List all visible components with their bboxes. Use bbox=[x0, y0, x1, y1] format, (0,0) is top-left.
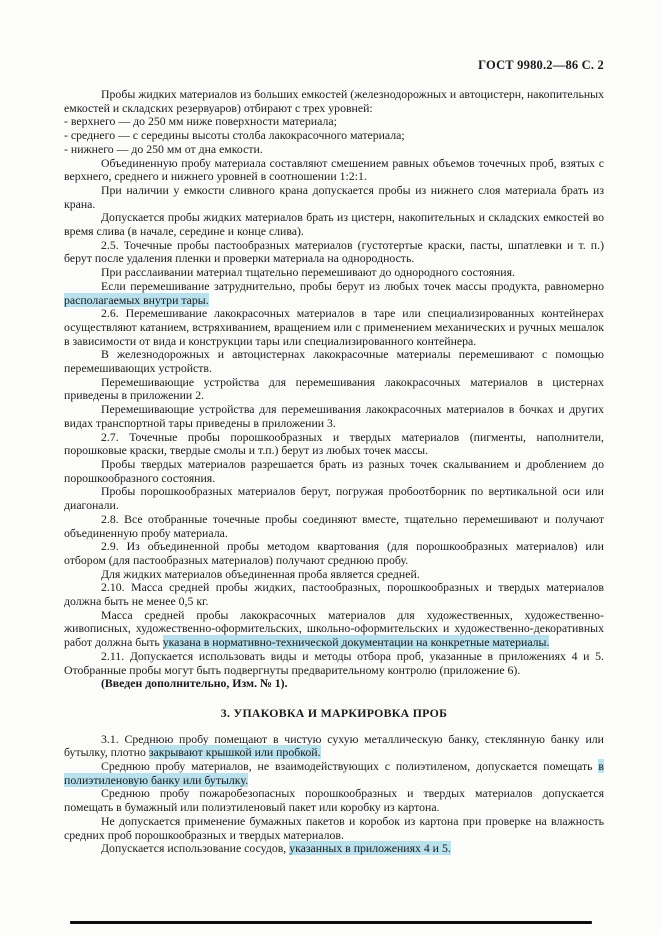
text-run: Допускается использование сосудов, bbox=[101, 841, 290, 856]
text-run: Допускается пробы жидких материалов брать из цистерн, накопительных и складских емкостей во время слива (в начале, середине и конце слива). bbox=[64, 210, 604, 239]
text-run: 2.7. Точечные пробы порошкообразных и твердых материалов (пигменты, наполнители, порошковые краски, твердые смолы и т.п.) берут из любых точек массы. bbox=[64, 429, 604, 458]
paragraph bbox=[64, 184, 604, 211]
text-run: 3. УПАКОВКА И МАРКИРОВКА ПРОБ bbox=[220, 705, 448, 720]
paragraph bbox=[64, 157, 604, 184]
amendment-note bbox=[64, 677, 604, 691]
paragraph bbox=[64, 458, 604, 485]
paragraph bbox=[64, 211, 604, 238]
paragraph bbox=[64, 266, 604, 280]
text-run: Среднюю пробу материалов, не взаимодействующих с полиэтиленом, допускается помещать bbox=[101, 759, 599, 774]
text-run: При наличии у емкости сливного крана допускается пробы из нижнего слоя материала брать из крана. bbox=[64, 182, 604, 211]
text-run: При расслаивании материал тщательно перемешивают до однородного состояния. bbox=[101, 265, 515, 280]
paragraph bbox=[64, 348, 604, 375]
paragraph bbox=[64, 485, 604, 512]
paragraph bbox=[64, 307, 604, 348]
document-body bbox=[64, 88, 604, 856]
highlighted-text: указана в нормативно-технической документации на конкретные материалы. bbox=[162, 635, 550, 650]
text-run: - среднего — с середины высоты столба лакокрасочного материала; bbox=[64, 128, 405, 143]
text-run: 2.5. Точечные пробы пастообразных материалов (густотертые краски, пасты, шпатлевки и т. п.) берут после удаления пленки и проверки материала на однородность. bbox=[64, 237, 604, 266]
paragraph bbox=[64, 650, 604, 677]
paragraph bbox=[64, 403, 604, 430]
list-item bbox=[64, 115, 604, 129]
text-run: Пробы жидких материалов из больших емкостей (железнодорожных и автоцистерн, накопительных емкостей и складских резервуаров) отбирают с трех уровней: bbox=[64, 87, 604, 115]
highlighted-text: закрывают крышкой или пробкой. bbox=[148, 745, 321, 760]
text-run: 2.9. Из объединенной пробы методом квартования (для порошкообразных материалов) или отбором (для пастообразных материалов) получают среднюю пробу. bbox=[64, 539, 604, 567]
text-run: 2.10. Масса средней пробы жидких, пастообразных, порошкообразных и твердых материалов должна быть не менее 0,5 кг. bbox=[64, 580, 604, 609]
text-run: 2.6. Перемешивание лакокрасочных материалов в таре или специализированных контейнерах осуществляют катанием, встряхиванием, вращением или с применением механических и ручных мешалок в зависимости от вида и конструкции тары или специализированного контейнера. bbox=[64, 306, 604, 348]
text-run: 2.11. Допускается использовать виды и методы отбора проб, указанные в приложениях 4 и 5. Отобранные пробы могут быть подвергнуты предварительному контролю (приложение 6). bbox=[64, 648, 604, 677]
text-run: 3.1. Среднюю пробу помещают в чистую сухую металлическую банку, стеклянную банку или бутылку, плотно bbox=[64, 731, 604, 760]
text-run: Если перемешивание затруднительно, пробы берут из любых точек массы продукта, равномерно bbox=[101, 278, 604, 293]
highlighted-text: в полиэтиленовую банку или бутылку. bbox=[64, 759, 604, 787]
paragraph bbox=[64, 239, 604, 266]
paragraph bbox=[64, 609, 604, 650]
text-run: Не допускается применение бумажных пакетов и коробок из картона при проверке на влажность средних проб порошкообразных и твердых материалов. bbox=[64, 813, 604, 842]
paragraph bbox=[64, 513, 604, 540]
scan-artifact-line bbox=[70, 921, 592, 924]
text-run: - верхнего — до 250 мм ниже поверхности материала; bbox=[64, 114, 337, 129]
text-run: Масса средней пробы лакокрасочных материалов для художественных, художественно-живописных, художественно-оформительских, школьно-оформительских и художественно-декоративных работ должна быть bbox=[64, 607, 604, 650]
paragraph bbox=[64, 760, 604, 787]
text-run: Перемешивающие устройства для перемешивания лакокрасочных материалов в цистернах приведены в приложении 2. bbox=[64, 374, 604, 403]
paragraph bbox=[64, 88, 604, 115]
paragraph bbox=[64, 787, 604, 814]
paragraph bbox=[64, 376, 604, 403]
highlighted-text: располагаемых внутри тары. bbox=[64, 292, 209, 307]
text-run: В железнодорожных и автоцистернах лакокрасочные материалы перемешивают с помощью перемешивающих устройств. bbox=[64, 347, 604, 376]
paragraph bbox=[64, 568, 604, 582]
paragraph bbox=[64, 280, 604, 307]
highlighted-text: указанных в приложениях 4 и 5. bbox=[289, 841, 451, 856]
list-item bbox=[64, 129, 604, 143]
text-run: Пробы твердых материалов разрешается брать из разных точек скалыванием и дроблением до порошкообразного состояния. bbox=[64, 456, 604, 485]
paragraph bbox=[64, 733, 604, 760]
paragraph bbox=[64, 540, 604, 567]
text-run: 2.8. Все отобранные точечные пробы соединяют вместе, тщательно перемешивают и получают объединенную пробу материала. bbox=[64, 511, 604, 540]
page-header: ГОСТ 9980.2—86 С. 2 bbox=[478, 58, 604, 72]
text-run: Для жидких материалов объединенная проба является средней. bbox=[101, 566, 420, 581]
paragraph bbox=[64, 842, 604, 856]
text-run: Перемешивающие устройства для перемешивания лакокрасочных материалов в бочках и других видах транспортной тары приведены в приложении 3. bbox=[64, 402, 604, 430]
paragraph bbox=[64, 815, 604, 842]
text-run: Объединенную пробу материала составляют смешением равных объемов точечных проб, взятых с верхнего, среднего и нижнего уровней в соотношении 1:2:1. bbox=[64, 155, 604, 184]
text-run: Пробы порошкообразных материалов берут, погружая пробоотборник по вертикальной оси или диагонали. bbox=[64, 484, 604, 513]
paragraph bbox=[64, 431, 604, 458]
text-run: Среднюю пробу пожаробезопасных порошкообразных и твердых материалов допускается помещать в бумажный или полиэтиленовый пакет или коробку из картона. bbox=[64, 786, 604, 815]
text-run: - нижнего — до 250 мм от дна емкости. bbox=[64, 141, 263, 156]
list-item bbox=[64, 143, 604, 157]
paragraph bbox=[64, 581, 604, 608]
text-run: (Введен дополнительно, Изм. № 1). bbox=[101, 676, 288, 691]
section-heading bbox=[64, 707, 604, 721]
